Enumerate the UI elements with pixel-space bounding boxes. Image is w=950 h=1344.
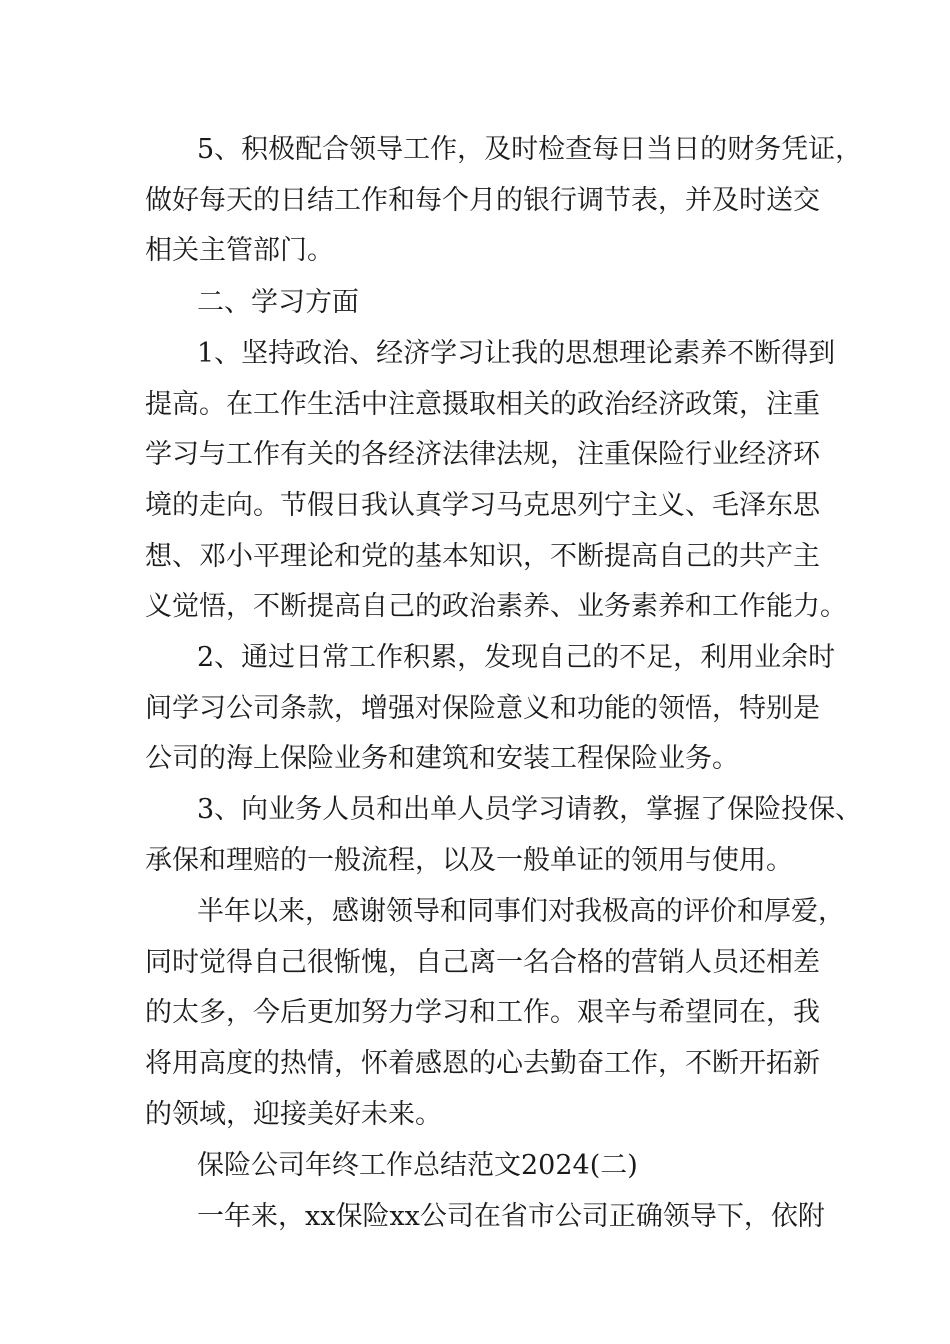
paragraph-line: 将用高度的热情，怀着感恩的心去勤奋工作，不断开拓新 (145, 1048, 820, 1079)
paragraph-line: 3、向业务人员和出单人员学习请教，掌握了保险投保、 (197, 794, 863, 825)
paragraph-line: 5、积极配合领导工作，及时检查每日当日的财务凭证， (197, 134, 863, 165)
section-heading: 二、学习方面 (197, 287, 359, 318)
paragraph-line: 半年以来，感谢领导和同事们对我极高的评价和厚爱， (197, 896, 845, 927)
paragraph-line: 义觉悟，不断提高自己的政治素养、业务素养和工作能力。 (145, 591, 847, 622)
paragraph-line: 做好每天的日结工作和每个月的银行调节表，并及时送交 (145, 185, 820, 216)
paragraph-line: 间学习公司条款，增强对保险意义和功能的领悟，特别是 (145, 693, 820, 724)
section-title: 保险公司年终工作总结范文2024(二) (197, 1150, 638, 1181)
paragraph-line: 的领域，迎接美好未来。 (145, 1099, 442, 1130)
paragraph-line: 想、邓小平理论和党的基本知识，不断提高自己的共产主 (145, 541, 820, 572)
paragraph-line: 公司的海上保险业务和建筑和安装工程保险业务。 (145, 743, 739, 774)
paragraph-line: 境的走向。节假日我认真学习马克思列宁主义、毛泽东思 (145, 490, 820, 521)
paragraph-line: 的太多，今后更加努力学习和工作。艰辛与希望同在，我 (145, 997, 820, 1028)
paragraph-line: 同时觉得自己很惭愧，自己离一名合格的营销人员还相差 (145, 947, 820, 978)
paragraph-line: 学习与工作有关的各经济法律法规，注重保险行业经济环 (145, 439, 820, 470)
paragraph-line: 一年来，xx保险xx公司在省市公司正确领导下，依附 (197, 1201, 825, 1232)
paragraph-line: 相关主管部门。 (145, 235, 334, 266)
paragraph-line: 2、通过日常工作积累，发现自己的不足，利用业余时 (197, 642, 836, 673)
paragraph-line: 提高。在工作生活中注意摄取相关的政治经济政策，注重 (145, 389, 820, 420)
paragraph-line: 1、坚持政治、经济学习让我的思想理论素养不断得到 (197, 338, 836, 369)
paragraph-line: 承保和理赔的一般流程，以及一般单证的领用与使用。 (145, 845, 793, 876)
